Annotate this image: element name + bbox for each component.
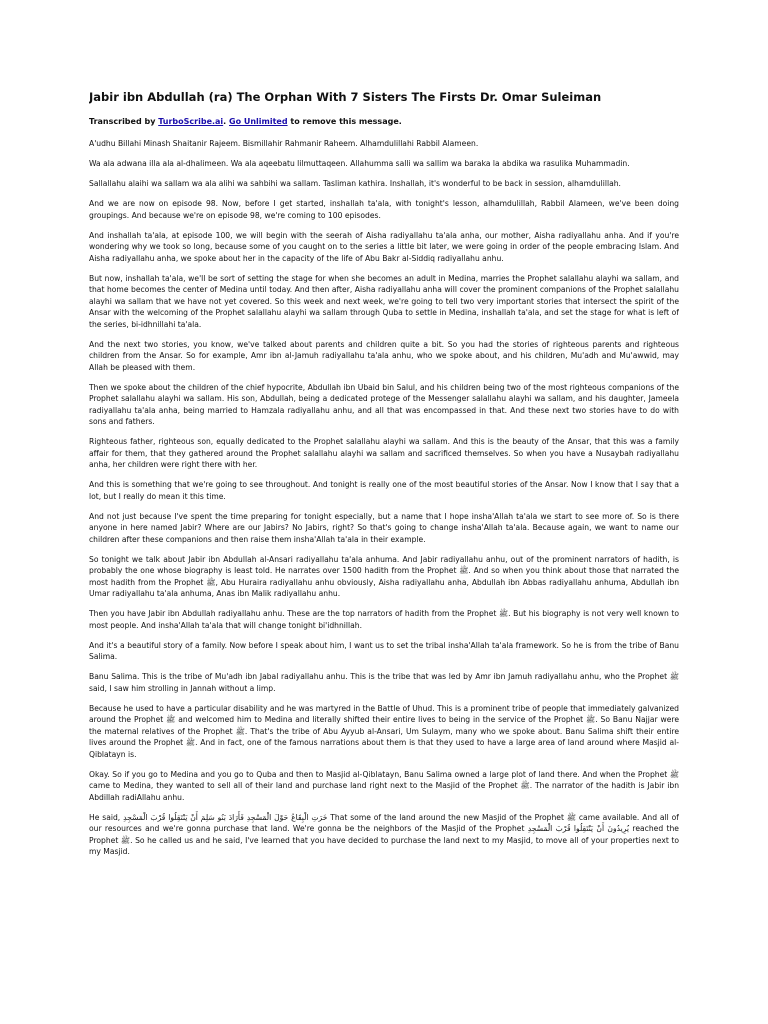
paragraph: Then we spoke about the children of the chief hypocrite, Abdullah ibn Ubaid bin Salul, and his children being two of the most righteous companions of the Prophet salallahu alayhi wa sallam. His son, Abdullah, being a dedicated protege of the Messenger salallahu alayhi wa sallam, and his daughter, Jameela radiyallahu ta'ala anha, being married to Hamzala radiyallahu anhu, and all that was encompassed in that. And these next two stories have to do with sons and fathers. <box>89 382 679 426</box>
paragraph: He said, خَرَتِ الْبِقَاعُ حَوْلَ الْمَسْجِدِ فَأَرَادَ بَنُو سَلِمَ أَنْ يَنْتَقِلُوا قُرْبَ الْمَسْجِدِ That some of the land around the new Masjid of the Prophet ﷺ came available. And all of our resources and we're gonna purchase that land. We're gonna be the neighbors of the Masjid of the Prophet يُرِيدُونَ أَنْ يَنْتَقِلُوا قُرْبَ الْمَسْجِدِ reached the Prophet ﷺ. So he called us and he said, I've learned that you have decided to purchase the land next to my Masjid, to move all of your properties next to my Masjid. <box>89 812 679 856</box>
paragraph: Sallallahu alaihi wa sallam wa ala alihi wa sahbihi wa sallam. Tasliman kathira. Inshallah, it's wonderful to be back in session, alhamdulillah. <box>89 179 621 188</box>
paragraph: And inshallah ta'ala, at episode 100, we will begin with the seerah of Aisha radiyallahu ta'ala anha, our mother, Aisha radiyallahu anha. And if you're wondering why we took so long, because some of you caught on to the series a little bit later, we were going in order of the people embracing Islam. And Aisha radiyallahu anha, we spoke about her in the capacity of the life of Abu Bakr al-Siddiq radiyallahu anhu. <box>89 230 679 263</box>
notice-sep: . <box>223 117 229 126</box>
paragraph: Wa ala adwana illa ala al-dhalimeen. Wa ala aqeebatu lilmuttaqeen. Allahumma salli wa sallim wa baraka la abdika wa rasulika Muhammadin. <box>89 159 630 168</box>
paragraph: And we are now on episode 98. Now, before I get started, inshallah ta'ala, with tonight's lesson, alhamdulillah, Rabbil Alameen, we've been doing groupings. And because we're on episode 98, we're coming to 100 episodes. <box>89 199 679 220</box>
paragraph: Then you have Jabir ibn Abdullah radiyallahu anhu. These are the top narrators of hadith from the Prophet ﷺ. But his biography is not very well known to most people. And insha'Allah ta'ala that will change tonight bi'idhnillah. <box>89 609 679 630</box>
turboscribe-link[interactable]: TurboScribe.ai <box>158 117 224 126</box>
transcription-notice <box>89 116 679 127</box>
paragraph: And not just because I've spent the time preparing for tonight especially, but a name that I hope insha'Allah ta'ala we start to see more of. So is there anyone in here named Jabir? Where are our Jabirs? No Jabirs, right? So that's going to change insha'Allah ta'ala. Because again, we want to name our children after these companions and then raise them insha'Allah ta'ala in their example. <box>89 511 679 544</box>
paragraph: And the next two stories, you know, we've talked about parents and children quite a bit. So you had the stories of righteous parents and righteous children from the Ansar. So for example, Amr ibn al-Jamuh radiyallahu ta'ala anhu, who we spoke about, and his children, Mu'adh and Mu'awwid, may Allah be pleased with them. <box>89 339 679 372</box>
paragraph: Because he used to have a particular disability and he was martyred in the Battle of Uhud. This is a prominent tribe of people that immediately galvanized around the Prophet ﷺ and welcomed him to Medina and literally shifted their entire lives to being in the service of the Prophet ﷺ. So Banu Najjar were the maternal relatives of the Prophet ﷺ. That's the tribe of Abu Ayyub al-Ansari, Um Sulaym, many who we spoke about. Banu Salima shift their entire lives around the Prophet ﷺ. And in fact, one of the famous narrations about them is that they used to have a large area of land around where Masjid al-Qiblatayn is. <box>89 703 679 759</box>
notice-suffix: to remove this message. <box>287 117 402 126</box>
paragraph: And this is something that we're going to see throughout. And tonight is really one of the most beautiful stories of the Ansar. Now I know that I say that a lot, but I really do mean it this time. <box>89 480 679 501</box>
document-page <box>89 90 679 866</box>
paragraph: A'udhu Billahi Minash Shaitanir Rajeem. Bismillahir Rahmanir Raheem. Alhamdulillahi Rabbil Alameen. <box>89 139 479 148</box>
paragraph: Okay. So if you go to Medina and you go to Quba and then to Masjid al-Qiblatayn, Banu Salima owned a large plot of land there. And when the Prophet ﷺ came to Medina, they wanted to sell all of their land and purchase land right next to the Masjid of the Prophet ﷺ. The narrator of the hadith is Jabir ibn Abdillah radiAllahu anhu. <box>89 769 679 802</box>
paragraph: So tonight we talk about Jabir ibn Abdullah al-Ansari radiyallahu ta'ala anhuma. And Jabir radiyallahu anhu, out of the prominent narrators of hadith, is probably the one whose biography is least told. He narrates over 1500 hadith from the Prophet ﷺ. And so when you think about those that narrated the most hadith from the Prophet ﷺ, Abu Huraira radiyallahu anhu obviously, Aisha radiyallahu anha, Abdullah ibn Abbas radiyallahu anhuma, Abdullah ibn Umar radiyallahu ta'ala anhuma, Anas ibn Malik radiyallahu anhu. <box>89 554 679 598</box>
paragraph: Banu Salima. This is the tribe of Mu'adh ibn Jabal radiyallahu anhu. This is the tribe that was led by Amr ibn Jamuh radiyallahu anhu, who the Prophet ﷺ said, I saw him strolling in Jannah without a limp. <box>89 672 679 693</box>
paragraph: But now, inshallah ta'ala, we'll be sort of setting the stage for when she becomes an adult in Medina, marries the Prophet salallahu alayhi wa sallam, and that home becomes the center of Medina until today. And then after, Aisha radiyallahu anha will cover the prominent companions of the Prophet salallahu alayhi wa sallam that we have not yet covered. So this week and next week, we're going to tell two very important stories that intersect the spirit of the Ansar with the welcoming of the Prophet salallahu alayhi wa sallam through Quba to settle in Medina, inshallah ta'ala, and set the stage for what is left of the series, bi-idhnillahi ta'ala. <box>89 273 679 329</box>
notice-prefix: Transcribed by <box>89 117 159 126</box>
go-unlimited-link[interactable]: Go Unlimited <box>229 117 288 126</box>
paragraph: Righteous father, righteous son, equally dedicated to the Prophet salallahu alayhi wa sallam. And this is the beauty of the Ansar, that this was a family affair for them, that they gathered around the Prophet salallahu alayhi wa sallam and sacrificed themselves. So when you have a Nusaybah radiyallahu anha, her children were right there with her. <box>89 437 679 469</box>
paragraph: And it's a beautiful story of a family. Now before I speak about him, I want us to set the tribal insha'Allah ta'ala framework. So he is from the tribe of Banu Salima. <box>89 640 679 661</box>
document-title: Jabir ibn Abdullah (ra) The Orphan With 7 Sisters The Firsts Dr. Omar Suleiman <box>89 90 602 104</box>
